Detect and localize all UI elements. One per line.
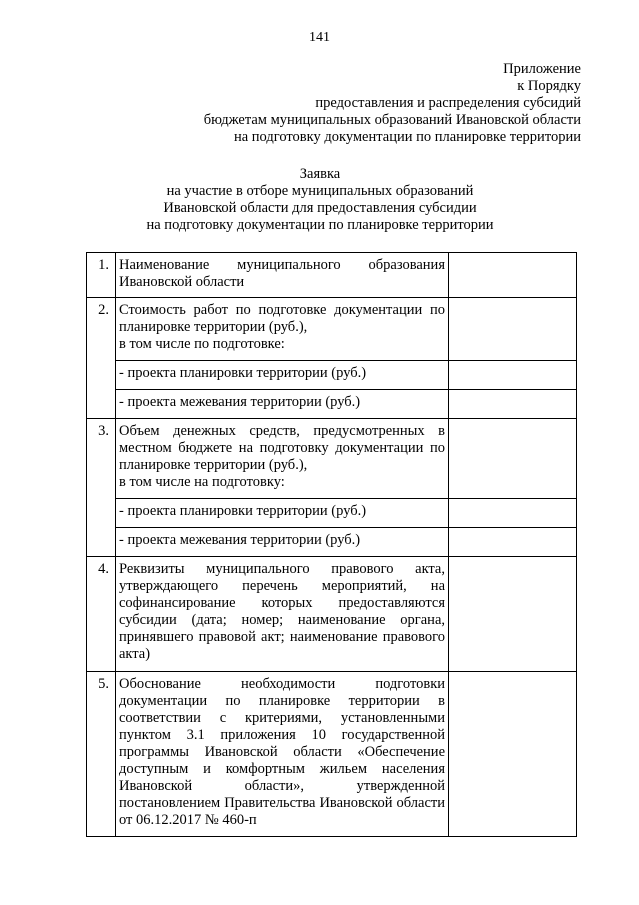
row-number	[87, 389, 116, 418]
row-number: 5.	[87, 671, 116, 836]
row-value-cell[interactable]	[449, 556, 577, 671]
page-number: 141	[309, 30, 330, 45]
title-line: на участие в отборе муниципальных образований	[166, 183, 474, 199]
row-number: 4.	[87, 556, 116, 671]
row-value-cell[interactable]	[449, 360, 577, 389]
row-description: Объем денежных средств, предусмотренных в местном бюджете на подготовку документации по планировке территории (руб.), в том числе на подготовку:	[116, 418, 449, 498]
title-line: на подготовку документации по планировке территории	[146, 217, 494, 233]
row-value-cell[interactable]	[449, 389, 577, 418]
table-row	[87, 498, 577, 527]
row-value-cell[interactable]	[449, 253, 577, 298]
row-description: Стоимость работ по подготовке документации по планировке территории (руб.), в том числе по подготовке:	[116, 298, 449, 360]
row-description: - проекта межевания территории (руб.)	[116, 389, 449, 418]
appendix-line: бюджетам муниципальных образований Ивановской области	[203, 112, 581, 128]
row-number	[87, 498, 116, 527]
row-value-cell[interactable]	[449, 298, 577, 360]
row-value-cell[interactable]	[449, 498, 577, 527]
table-row	[87, 671, 577, 836]
appendix-line: к Порядку	[517, 78, 581, 94]
row-number: 3.	[87, 418, 116, 498]
table-row	[87, 298, 577, 360]
row-description: - проекта межевания территории (руб.)	[116, 527, 449, 556]
title-line: Ивановской области для предоставления субсидии	[163, 200, 477, 216]
row-description: Обоснование необходимости подготовки документации по планировке территории в соответствии с критериями, установленными пунктом 3.1 приложения 10 государственной программы Ивановской области «Обеспечение доступным и комфортным жильем населения Ивановской области», утвержденной постановлением Правительства Ивановской области от 06.12.2017 № 460-п	[116, 671, 449, 836]
table-row	[87, 253, 577, 298]
row-value-cell[interactable]	[449, 418, 577, 498]
title-line: Заявка	[299, 166, 341, 182]
row-description: Реквизиты муниципального правового акта, утверждающего перечень мероприятий, на софинансирование которых предоставляются субсидии (дата; номер; наименование органа, принявшего правовой акт; наименование правового акта)	[116, 556, 449, 671]
table-row	[87, 556, 577, 671]
row-description: - проекта планировки территории (руб.)	[116, 360, 449, 389]
row-number: 1.	[87, 253, 116, 298]
row-value-cell[interactable]	[449, 671, 577, 836]
table-row	[87, 360, 577, 389]
table-row	[87, 389, 577, 418]
table-row	[87, 418, 577, 498]
table-row	[87, 527, 577, 556]
application-form-table	[86, 252, 577, 837]
row-value-cell[interactable]	[449, 527, 577, 556]
row-number	[87, 360, 116, 389]
appendix-line: Приложение	[503, 61, 581, 77]
row-description: Наименование муниципального образования Ивановской области	[116, 253, 449, 298]
appendix-line: предоставления и распределения субсидий	[315, 95, 581, 111]
row-description: - проекта планировки территории (руб.)	[116, 498, 449, 527]
document-title	[60, 166, 580, 234]
appendix-line: на подготовку документации по планировке территории	[233, 129, 581, 145]
appendix-header	[101, 61, 581, 146]
row-number	[87, 527, 116, 556]
row-number: 2.	[87, 298, 116, 360]
